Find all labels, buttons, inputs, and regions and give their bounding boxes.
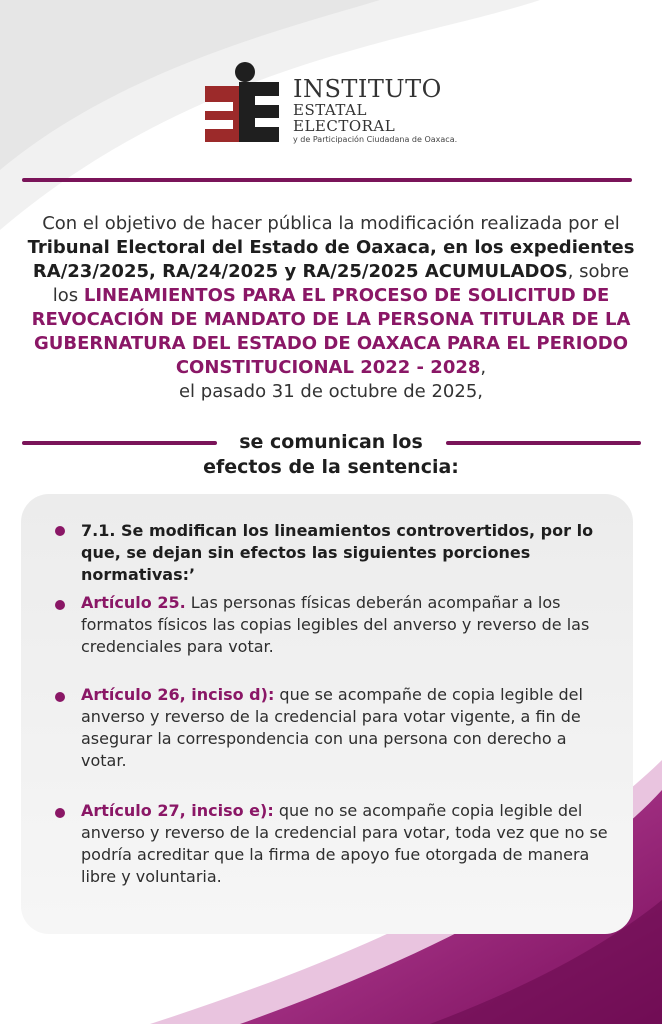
effect-item-article-26 [55, 684, 615, 772]
intro-paragraph [20, 212, 642, 404]
logo-subtitle: ESTATAL ELECTORAL [293, 101, 396, 135]
effect-item-text [81, 520, 615, 586]
article-body: Las personas físicas deberán acompañar a los formatos físicos las copias legibles del anverso y reverso de las credenciales para votar. [81, 593, 590, 656]
logo-text [293, 76, 465, 146]
item-body: . Se modifican los lineamientos controvertidos, por lo que, se dejan sin efectos las siguientes porciones normativas:’ [81, 521, 594, 584]
intro-text-3: , [480, 357, 487, 378]
top-divider [22, 178, 632, 182]
effect-item-article-25 [55, 592, 615, 658]
bullet-icon [55, 808, 65, 818]
bullet-icon [55, 600, 65, 610]
effect-item-text [81, 800, 615, 888]
bullet-icon [55, 526, 65, 536]
effect-item-article-27 [55, 800, 615, 888]
intro-court-bold: Tribunal Electoral del Estado de Oaxaca, en los expedientes RA/23/2025, RA/24/2025 y RA/25/2025 ACUMULADOS [27, 237, 635, 282]
intro-guidelines-highlight: LINEAMIENTOS PARA EL PROCESO DE SOLICITUD DE REVOCACIÓN DE MANDATO DE LA PERSONA TITULAR DE LA GUBERNATURA DEL ESTADO DE OAXACA PARA EL PERIODO CONSTITUCIONAL 2022 - 2028 [31, 285, 631, 378]
article-body: que no se acompañe copia legible del anverso y reverso de la credencial para votar, toda vez que no se podría acreditar que la firma de apoyo fue otorgada de manera libre y voluntaria. [81, 801, 608, 886]
article-label: Artículo 25. [81, 593, 186, 612]
article-body: que se acompañe de copia legible del anverso y reverso de la credencial para votar vigente, a fin de asegurar la correspondencia con una persona con derecho a votar. [81, 685, 583, 770]
effect-item-text [81, 684, 615, 772]
right-divider [446, 441, 641, 445]
bullet-icon [55, 692, 65, 702]
effects-title-line2: efectos de la sentencia: [203, 456, 459, 478]
item-number: 7.1 [81, 521, 110, 540]
intro-date: el pasado 31 de octubre de 2025, [178, 381, 484, 402]
effects-title-line1: se comunican los [239, 431, 423, 453]
intro-text-1: Con el objetivo de hacer pública la modificación realizada por el [42, 213, 620, 234]
iee-logo [205, 62, 465, 152]
article-label: Artículo 26, inciso d): [81, 685, 275, 704]
effect-item-text [81, 592, 615, 658]
logo-mark-icon [205, 62, 289, 146]
intro-text-2: , sobre los [52, 261, 630, 306]
left-divider [22, 441, 217, 445]
effect-item-7-1 [55, 520, 615, 586]
article-label: Artículo 27, inciso e): [81, 801, 274, 820]
effects-title [195, 430, 467, 480]
logo-tagline: y de Participación Ciudadana de Oaxaca. [293, 135, 458, 144]
logo-title: INSTITUTO [293, 75, 442, 103]
